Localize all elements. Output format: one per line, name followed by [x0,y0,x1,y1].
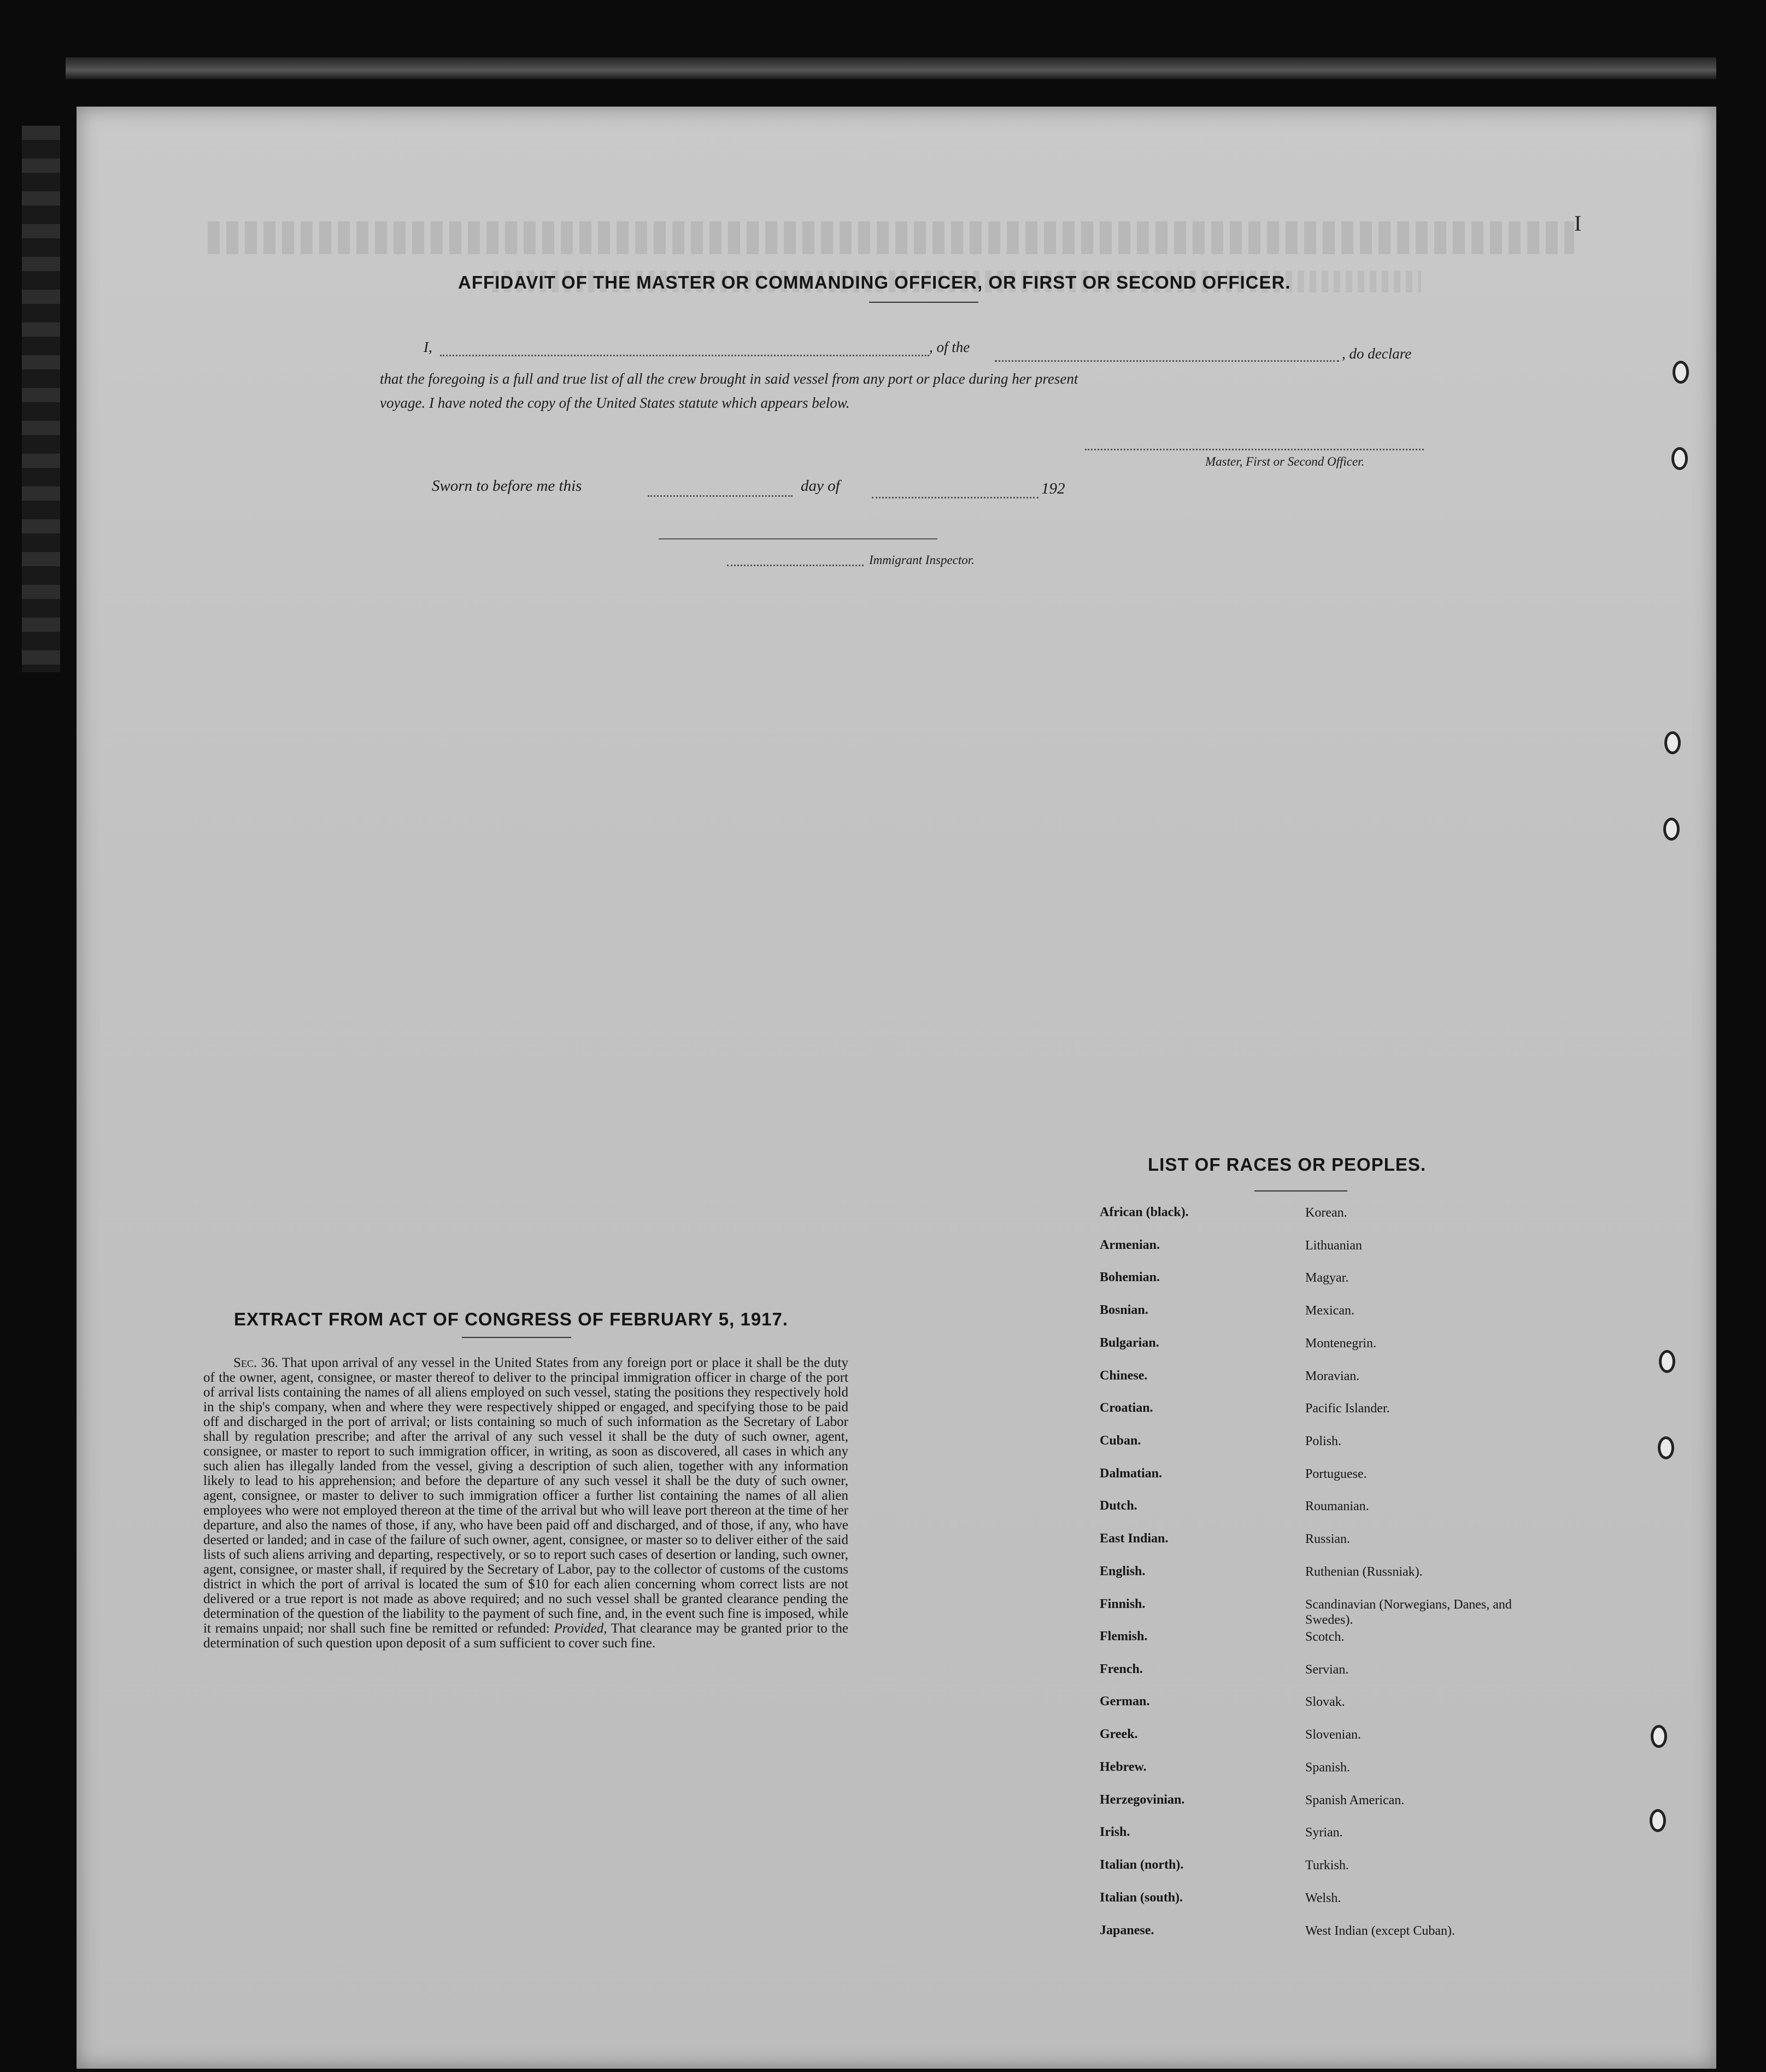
race-row [1100,1369,1570,1401]
punch-hole [1659,1350,1675,1373]
race-row [1100,1499,1570,1531]
race-left-entry: Dutch. [1100,1499,1137,1513]
race-row [1100,1694,1570,1727]
punch-hole [1673,361,1689,384]
punch-hole [1651,1725,1667,1748]
extract-proviso-text: That clearance may be granted prior to the determination of such question upon deposit of a sum sufficient to cover such fine. [203,1621,848,1651]
race-row [1100,1825,1570,1858]
master-signature-label: Master, First or Second Officer. [1205,455,1365,468]
race-right-entry: Magyar. [1305,1271,1349,1285]
master-signature-field[interactable] [1085,448,1424,450]
extract-section-text: That upon arrival of any vessel in the United States from any foreign port or place it shall be the duty of the owner, agent, consignee, or master thereof to deliver to the principal immigration officer in charge of the port of arrival lists containing the names of all aliens employed on such vessel, stating the positions they respectively hold in the ship's company, when and where they were respectively shipped or engaged, and specifying those to be paid off and discharged in the port of arrival; or lists containing so much of such information as the Secretary of Labor shall by regulation prescribe; and after the arrival of any such vessel it shall be the duty of such owner, agent, consignee, or master to report to such immigration officer, in writing, as soon as discovered, all cases in which any such alien has illegally landed from the vessel, giving a description of such alien, together with any information likely to lead to his apprehension; and before the departure of any such vessel it shall be the duty of such owner, agent, consignee, or master to deliver to such immigration officer a further list containing the names of all alien employees who were not employed thereon at the time of the arrival but who will leave port thereon at the time of her departure, and also the names of those, if any, who have been paid off and discharged, and of those, if any, who have deserted or landed; and in case of the failure of such owner, agent, consignee, or master so to deliver either of the said lists of such aliens arriving and departing, respectively, or so to report such cases of desertion or landing, such owner, agent, consignee, or master shall, if required by the Secretary of Labor, pay to the collector of customs of the customs district in which the port of arrival is located the sum of $10 for each alien concerning whom correct lists are not delivered or a true report is not made as above required; and no such vessel shall be granted clearance pending the determination of the question of the liability to the payment of such fine, and, in the event such fine is imposed, while it remains unpaid; nor shall such fine be remitted or refunded: [203,1355,848,1636]
race-row [1100,1662,1570,1695]
race-right-entry: Russian. [1305,1532,1351,1546]
affidavit-line1-end: , do declare [1342,345,1412,362]
vessel-name-field[interactable] [995,360,1339,362]
race-row [1100,1597,1570,1630]
race-row [1100,1793,1570,1826]
race-right-entry: Welsh. [1305,1891,1341,1905]
extract-proviso-label: Provided, [554,1621,607,1636]
affidavit-line1-start: I, [424,339,432,355]
race-left-entry: Irish. [1100,1825,1130,1839]
race-row [1100,1531,1570,1564]
race-right-entry: Ruthenian (Russniak). [1305,1565,1423,1579]
race-right-entry: Slovak. [1305,1695,1345,1709]
binding-strip [22,126,60,672]
race-left-entry: Hebrew. [1100,1760,1147,1774]
race-row [1100,1564,1570,1597]
race-row [1100,1434,1570,1466]
punch-hole [1664,731,1681,754]
race-left-entry: African (black). [1100,1205,1189,1219]
race-left-entry: Japanese. [1100,1923,1154,1938]
race-right-entry: Pacific Islander. [1305,1401,1390,1416]
race-left-entry: Armenian. [1100,1238,1160,1252]
extract-title-rule [462,1337,571,1338]
race-left-entry: Herzegovinian. [1100,1793,1185,1807]
race-left-entry: Greek. [1100,1727,1138,1741]
race-row [1100,1760,1570,1793]
race-left-entry: Finnish. [1100,1597,1146,1611]
race-right-entry: Polish. [1305,1434,1342,1448]
race-right-entry: Slovenian. [1305,1728,1361,1742]
affidavit-line2: that the foregoing is a full and true list of all the crew brought in said vessel from any port or place during her present [380,371,1078,387]
punch-hole [1650,1809,1666,1832]
race-row [1100,1466,1570,1499]
extract-section-label: Sec. 36. [233,1355,278,1370]
race-right-entry: Syrian. [1305,1826,1343,1840]
race-left-entry: French. [1100,1662,1143,1676]
race-left-entry: Croatian. [1100,1401,1153,1415]
master-name-field[interactable] [440,354,929,356]
page-top-edge [66,57,1716,79]
race-right-entry: Mexican. [1305,1304,1354,1318]
inspector-rule [659,538,937,539]
affidavit-title: AFFIDAVIT OF THE MASTER OR COMMANDING OFFICER, OR FIRST OR SECOND OFFICER. [458,272,1291,292]
race-row [1100,1727,1570,1760]
race-row [1100,1858,1570,1891]
race-left-entry: Dalmatian. [1100,1466,1162,1481]
bleed-through-ghost [208,221,1574,254]
affidavit-title-rule [869,302,978,303]
punch-hole [1663,818,1680,841]
inspector-label: Immigrant Inspector. [869,553,975,567]
race-left-entry: English. [1100,1564,1146,1578]
race-row [1100,1401,1570,1434]
race-right-entry: Lithuanian [1305,1238,1362,1253]
extract-body [203,1355,848,1651]
race-row [1100,1336,1570,1369]
race-left-entry: Flemish. [1100,1629,1148,1643]
race-left-entry: Cuban. [1100,1434,1141,1448]
race-right-entry: Servian. [1305,1663,1349,1677]
sworn-text: Sworn to before me this [432,477,582,495]
race-left-entry: German. [1100,1694,1150,1709]
race-left-entry: Italian (south). [1100,1891,1183,1905]
race-left-entry: Bulgarian. [1100,1336,1159,1350]
race-row [1100,1891,1570,1923]
affidavit-line3: voyage. I have noted the copy of the United States statute which appears below. [380,395,850,411]
race-right-entry: Spanish American. [1305,1793,1405,1807]
race-left-entry: East Indian. [1100,1531,1169,1546]
race-left-entry: Chinese. [1100,1369,1148,1383]
races-title: LIST OF RACES OR PEOPLES. [1148,1154,1427,1175]
race-left-entry: Bosnian. [1100,1303,1148,1317]
sworn-day-of: day of [801,477,840,495]
race-row [1100,1270,1570,1303]
race-right-entry: Turkish. [1305,1858,1349,1873]
race-right-entry: Montenegrin. [1305,1336,1376,1351]
sworn-year: 192 [1041,480,1065,497]
race-right-entry: Spanish. [1305,1760,1351,1775]
inspector-signature-field[interactable] [727,564,864,566]
races-title-rule [1254,1190,1347,1191]
sworn-month-field[interactable] [872,496,1039,498]
affidavit-line1-mid: , of the [929,339,970,355]
race-right-entry: Scotch. [1305,1630,1345,1644]
sworn-day-field[interactable] [648,495,793,497]
race-right-entry: West Indian (except Cuban). [1305,1924,1455,1938]
race-right-entry: Moravian. [1305,1369,1360,1383]
race-right-entry: Korean. [1305,1206,1347,1220]
race-row [1100,1923,1570,1956]
race-row [1100,1238,1570,1271]
punch-hole [1658,1436,1674,1459]
race-left-entry: Bohemian. [1100,1270,1160,1284]
race-row [1100,1629,1570,1662]
race-right-entry: Scandinavian (Norwegians, Danes, and Swedes). [1305,1598,1512,1627]
race-left-entry: Italian (north). [1100,1858,1184,1872]
race-right-entry: Portuguese. [1305,1467,1367,1481]
page-mark: I [1574,211,1582,236]
race-row [1100,1205,1570,1238]
race-row [1100,1303,1570,1336]
punch-hole [1671,447,1688,470]
race-right-entry: Roumanian. [1305,1499,1369,1513]
extract-title: EXTRACT FROM ACT OF CONGRESS OF FEBRUARY 5, 1917. [234,1309,789,1329]
